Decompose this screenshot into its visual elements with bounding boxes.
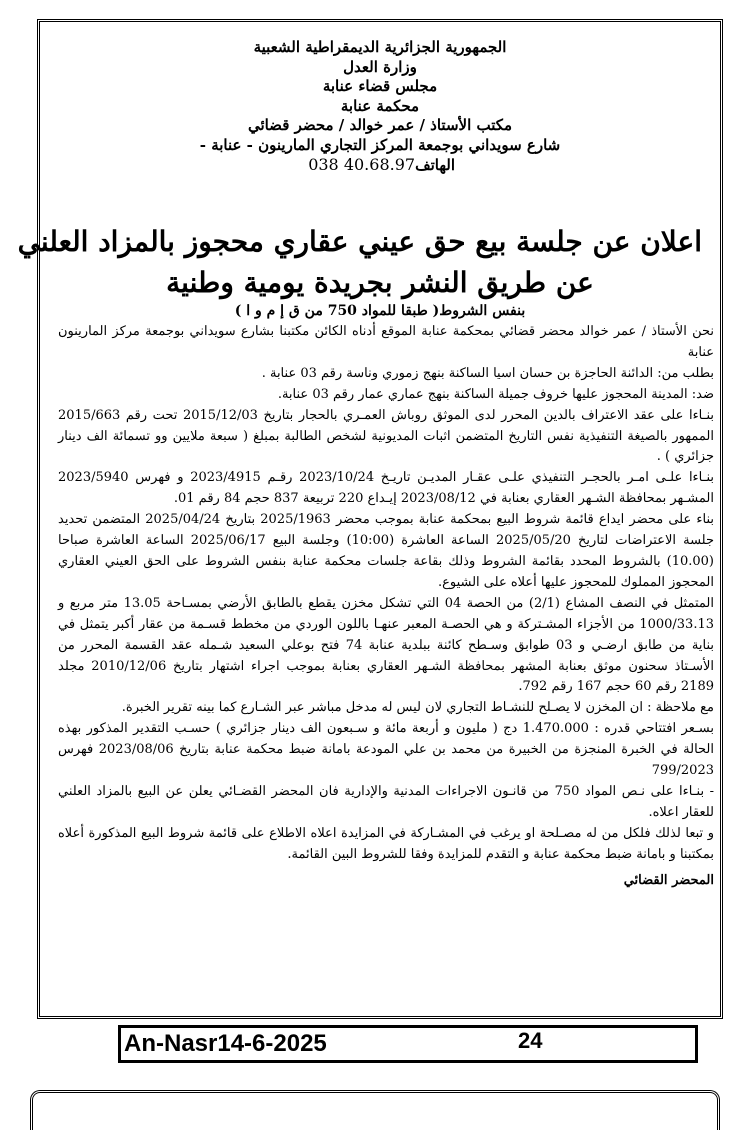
debt-deed: بنـاءا على عقد الاعتراف بالدين المحرر لدى الموثق روباش العمـري بالحجار بتاريخ 2015/12/03 تحت رقم 2015/663 الممهور بالصيغة التنفيذية نفس التاريخ المتضمن اثبات المديونية لشخص الطالبة بمبلغ ( سبعة ملايين وو تسمائة الف دينار جزائري ) .	[58, 407, 714, 465]
participation-notice: و تبعا لذلك فلكل من له مصـلحة او يرغب في المشـاركة في المزايدة اعلاه الاطلاع على قائمة شروط البيع المذكورة أعلاه بمكتبنا و بامانة ضبط محكمة عنابة و التقدم للمزايدة وفقا للشروط البين القائمة.	[58, 825, 714, 862]
announcement-title-line2: عن طريق النشر بجريدة يومية وطنية	[166, 266, 594, 299]
property-description: المتمثل في النصف المشاع (2/1) من الحصة 04 التي تشكل مخزن يقطع بالطابق الأرضي بمسـاحة 13.05 متر مربع و 1000/33.13 من الأجزاء المشـتركة و هي الحصـة المعبر عنهـا باللون الوردي من مخطط قسـمة من عقار أكبر يتمثل في بناية من طابق ارضـي و 03 طوابق وسـطح كائنة ببلدية عنابة 74 فتح بوعلي السعيد شـمله عقد القسمة المحرر من الأسـتاذ سحنون موثق بعنابة المشهر بمحافظة الشـهر العقاري بعنابة بموجب اجراء اشتهار بتاريخ 2010/12/06 مجلد 2189 رقم 60 حجم 167 رقم 792.	[58, 595, 714, 695]
phone-number: 038 40.68.97	[308, 155, 416, 174]
ministry-name: وزارة العدل	[343, 57, 417, 76]
legal-basis: - بنـاءا على نـص المواد 750 من قانـون الاجراءات المدنية والإدارية فان المحضر القضـائي يعلن عن البيع بالمزاد العلني للعقار اعلاه.	[58, 783, 715, 820]
court-name: محكمة عنابة	[340, 96, 420, 115]
council-name: مجلس قضاء عنابة	[322, 77, 438, 95]
phone-label: الهاتف	[415, 156, 455, 174]
announcement-subtitle: بنفس الشروط( طبقا للمواد 750 من ق إ م و ا )	[234, 303, 526, 319]
next-announcement-frame	[30, 1090, 720, 1130]
page-number: 24	[518, 1028, 543, 1053]
office-name: مكتب الأستاذ / عمر خوالد / محضر قضائي	[247, 116, 513, 134]
signature: المحضر القضائي	[623, 872, 714, 888]
requester: بطلب من: الدائنة الحاجزة بن حسان اسيا الساكنة بنهج زموري وناسة رقم 03 عنابة .	[261, 365, 714, 381]
seizure-order: بنـاءا علـى امـر بالحجـر التنفيذي علـى عقـار المديـن تاريـخ 2023/10/24 رقـم 2023/4915 و فهرس 2023/5940 المشـهر بمحافظة الشـهر العقاري بعنابة في 2023/08/12 إيـداع 220 تربيعة 837 حجم 84 رقم 01.	[58, 470, 714, 507]
announcement-body	[58, 322, 714, 892]
note: مع ملاحظة : ان المخزن لا يصـلح للنشـاط التجاري لان ليس له مدخل مباشر عبر الشـارع كما بينه تقرير الخبرة.	[121, 700, 714, 716]
opening-price: بسـعر افتتاحي قدره : 1.470.000 دج ( مليون و أربعة مائة و سـبعون الف دينار جزائري ) حسـب التقدير المذكور بهذه الحالة في الخبرة المنجزة من الخبيرة من محمد بن علي المودعة بامانة ضبط محكمة عنابة بتاريخ 2023/08/06 فهرس 799/2023	[58, 721, 714, 779]
document-header	[60, 38, 700, 176]
bailiff-intro: نحن الأستاذ / عمر خوالد محضر قضائي بمحكمة عنابة الموقع أدناه الكائن مكتبنا بشارع سويداني بوجمعة مركز المارينون عنابة	[58, 324, 714, 360]
sale-session: بناء على محضر ايداع قائمة شروط البيع بمحكمة عنابة بموجب محضر 2025/1963 بتاريخ 2025/04/24 المتضمن تحديد جلسة الاعتراضات لتاريخ 2025/05/20 الساعة العاشرة (10:00) وجلسة البيع 2025/06/17 الساعة العاشرة صباحا (10.00) بالشروط المحدد بقائمة الشروط وذلك بقاعة جلسات محكمة عنابة بنفس الشروط على الحق العيني العقاري المحجوز المملوك للمحجوز عليها أعلاه على الشيوع.	[58, 512, 715, 590]
publication-date: An-Nasr14-6-2025	[124, 1030, 327, 1057]
announcement-title: اعلان عن جلسة بيع حق عيني عقاري محجوز بالمزاد العلني	[17, 225, 702, 258]
phone-line	[60, 155, 700, 176]
country-name: الجمهورية الجزائرية الديمقراطية الشعبية	[253, 38, 507, 56]
office-address: شارع سويداني بوجمعة المركز التجاري المارينون - عنابة -	[199, 135, 561, 154]
debtor: ضد: المدينة المحجوز عليها خروف جميلة الساكنة بنهج عماري عمار رقم 03 عنابة.	[277, 386, 714, 402]
